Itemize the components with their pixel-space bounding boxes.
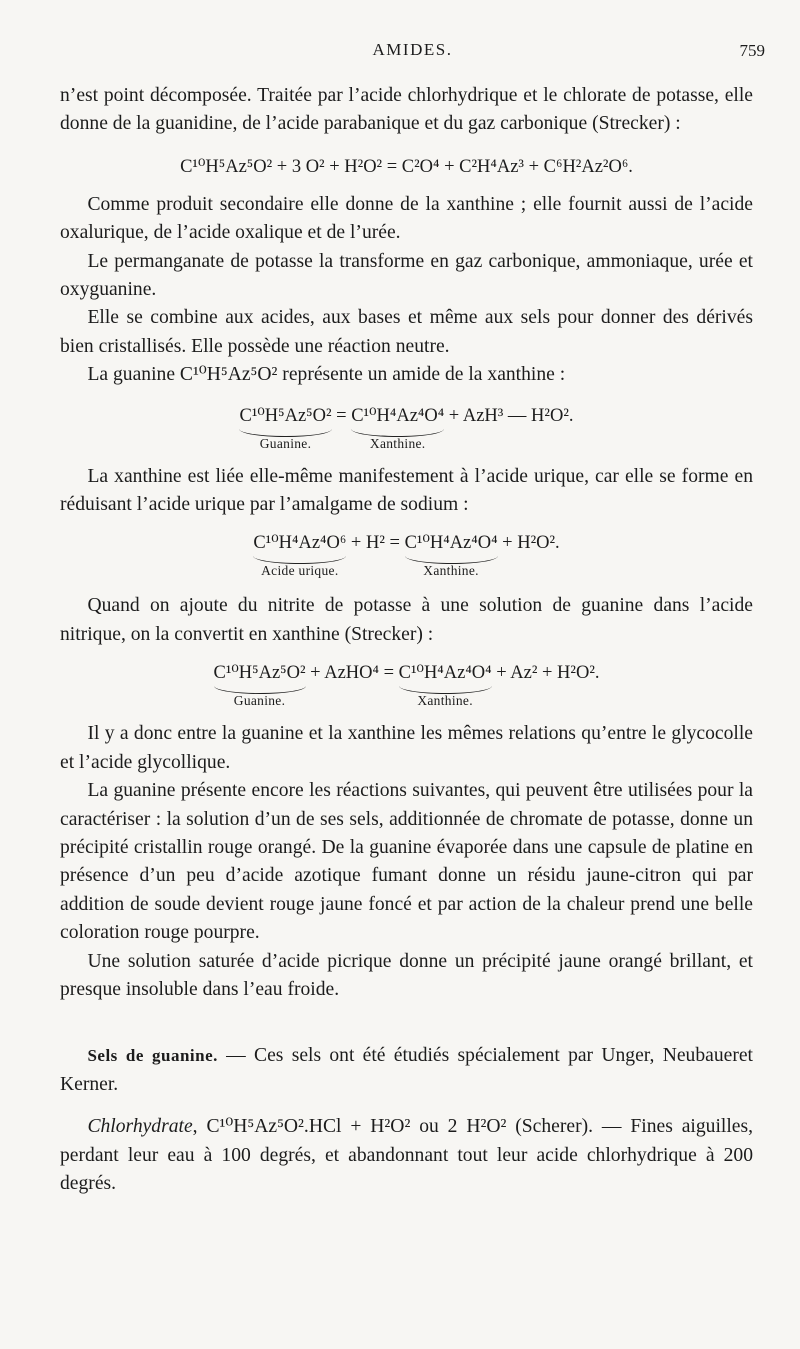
formula-term-xanthine: C¹⁰H⁴Az⁴O⁴ Xanthine. [404, 533, 498, 579]
paragraph-decomposition: n’est point décomposée. Traitée par l’acide chlorhydrique et le chlorate de potasse, elle donne de la guanidine, de l’acide parabanique et du gaz carbonique (Strecker) : [60, 85, 753, 135]
paragraph-permanganate: Le permanganate de potasse la transforme en gaz carbonique, ammoniaque, urée et oxyguanine. [60, 250, 753, 301]
compound-label: Acide urique. [261, 563, 339, 579]
compound-label: Xanthine. [369, 435, 426, 451]
compound-label: Xanthine. [423, 563, 479, 579]
formula-uric-reduction: C¹⁰H⁴Az⁴O⁶ Acide urique. + H² = C¹⁰H⁴Az⁴O⁴ Xanthine. + H²O². [253, 533, 560, 579]
compound-label: Xanthine. [417, 693, 473, 709]
compound-label: Guanine. [259, 435, 312, 451]
paragraph-picric-acid: Une solution saturée d’acide picrique donne un précipité jaune orangé brillant, et presque insoluble dans l’eau froide. [60, 950, 753, 1000]
paragraph-secondary-product: Comme produit secondaire elle donne de la xanthine ; elle fournit aussi de l’acide oxalurique, de l’acide oxalique et de l’urée. [60, 193, 753, 244]
formula-term-guanine: C¹⁰H⁵Az⁵O² Guanine. [213, 663, 306, 709]
formula-term-xanthine: C¹⁰H⁴Az⁴O⁴ Xanthine. [398, 663, 492, 709]
formula-nitrite-conversion: C¹⁰H⁵Az⁵O² Guanine. + AzHO⁴ = C¹⁰H⁴Az⁴O⁴ Xanthine. + Az² + H²O². [213, 663, 600, 709]
formula-term-guanine: C¹⁰H⁵Az⁵O² Guanine. [239, 405, 332, 451]
paragraph-reactions: La guanine présente encore les réactions suivantes, qui peuvent être utilisées pour la caractériser : la solution d’un de ses sels, additionnée de chromate de potasse, donne un précipité cristallin rouge orangé. De la guanine évaporée dans une capsule de platine en présence d’un peu d’acide azotique fumant donne un résidu jaune-citron qui par addition de soude devient rouge jaune foncé et par action de la chaleur prend une belle coloration rouge pourpre. [60, 780, 753, 944]
formula-term-xanthine: C¹⁰H⁴Az⁴O⁴ Xanthine. [351, 405, 445, 451]
paragraph-salts: Sels de guanine. — Ces sels ont été étudiés spécialement par Unger, Neubaueret Kerner. [60, 1045, 753, 1095]
section-heading: Sels de guanine. [87, 1046, 218, 1066]
paragraph-combination: Elle se combine aux acides, aux bases et même aux sels pour donner des dérivés bien cristallisés. Elle possède une réaction neutre. [60, 307, 753, 357]
salt-name: Chlorhydrate [87, 1116, 193, 1138]
paragraph-chlorhydrate: Chlorhydrate, C¹⁰H⁵Az⁵O².HCl + H²O² ou 2 H²O² (Scherer). — Fines aiguilles, perdant leur eau à 100 degrés, et abandonnant tout leur acide chlorhydrique à 200 degrés. [60, 1116, 753, 1194]
formula-guanine-xanthine: C¹⁰H⁵Az⁵O² Guanine. = C¹⁰H⁴Az⁴O⁴ Xanthine. + AzH³ — H²O². [239, 405, 574, 451]
paragraph-relations: Il y a donc entre la guanine et la xanthine les mêmes relations qu’entre le glycocolle et l’acide glycollique. [60, 723, 753, 773]
paragraph-nitrite: Quand on ajoute du nitrite de potasse à une solution de guanine dans l’acide nitrique, on la convertit en xanthine (Strecker) : [60, 595, 753, 645]
paragraph-amide: La guanine C¹⁰H⁵Az⁵O² représente un amide de la xanthine : [87, 364, 566, 386]
formula-oxidation: C¹⁰H⁵Az⁵O² + 3 O² + H²O² = C²O⁴ + C²H⁴Az³ + C⁶H²Az²O⁶. [180, 156, 633, 177]
paragraph-uric-acid: La xanthine est liée elle-même manifestement à l’acide urique, car elle se forme en réduisant l’acide urique par l’amalgame de sodium : [60, 465, 753, 516]
formula-term-uric-acid: C¹⁰H⁴Az⁴O⁶ Acide urique. [253, 533, 347, 579]
running-title: AMIDES. [372, 40, 453, 59]
page-header [60, 40, 765, 66]
page-body [60, 82, 753, 1198]
compound-label: Guanine. [233, 693, 286, 709]
page-number: 759 [739, 41, 765, 60]
